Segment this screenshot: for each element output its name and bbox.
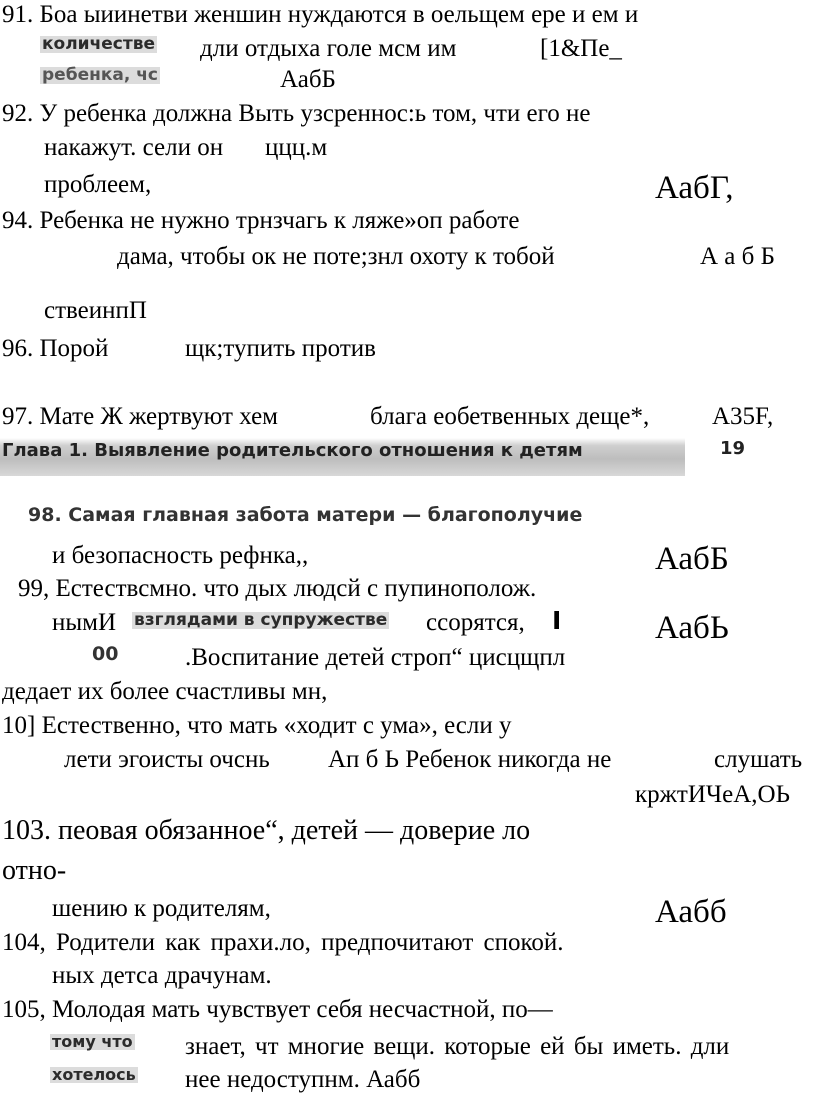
item-105-line-2: знает, чт многие вещи. которые ей бы иметь. дли [185, 1033, 730, 1060]
item-91-line-1: 91. Боа ыиинетви женшин нуждаются в оельщем ере и ем и [2, 1, 639, 28]
item-97-line-1: 97. Мате Ж жертвуют хем [2, 403, 279, 430]
item-101-line-3: кржтИЧеА,ОЬ [635, 781, 790, 808]
item-99-line-2-start: нымИ [52, 609, 117, 636]
item-100-line-2: дедает их более счастливы мн, [2, 678, 328, 705]
page-number: 19 [720, 438, 746, 459]
item-91-line-2-code: [1&Пе_ [540, 35, 622, 62]
item-105-line-3: нее недоступнм. Аабб [185, 1066, 421, 1093]
item-101-line-1: 10] Естественно, что мать «ходит с ума», если у [2, 712, 512, 739]
item-99-line-2-end: ссорятся, [426, 609, 525, 636]
item-99-scanned-fragment: взглядами в супружестве [134, 610, 388, 630]
item-94-answer-options: А а б Б [700, 243, 775, 270]
item-99-answer-options: АабЬ [655, 610, 729, 646]
item-100-line-1: .Воспитание детей строп“ цисцщпл [185, 644, 566, 671]
item-105-line-1: 105, Молодая мать чувствует себя несчастной, по— [2, 996, 553, 1023]
item-98-line-1: 98. Самая главная забота матери — благополучие [28, 504, 583, 526]
item-100-number: 00 [92, 643, 119, 665]
item-96-line-1-fragment: щк;тупить против [185, 335, 376, 362]
item-105-scanned-fragment-2: хотелось [52, 1065, 136, 1084]
item-92-line-2: накажут. сели он [44, 134, 224, 161]
item-92-line-2-fragment: ццц.м [265, 134, 328, 161]
item-101-line-2: лети эгоисты очснь [64, 746, 270, 773]
item-98-answer-options: АабБ [655, 541, 729, 577]
item-99-line-1: 99, Естествсмно. что дых людсй с пупинополож. [18, 575, 537, 602]
item-99-mark: I [552, 606, 562, 635]
item-104-line-1: 104, Родители как прахи.ло, предпочитают спокой. [2, 929, 564, 956]
item-105-scanned-fragment: тому что [52, 1032, 133, 1051]
item-101-line-2-end: слушать [714, 746, 803, 773]
item-96-line-1: 96. Порой [2, 335, 109, 362]
item-103-line-2: отно- [2, 855, 67, 886]
item-104-line-2: ных детса драчунам. [52, 962, 272, 989]
item-91-scanned-fragment: количестве [42, 34, 155, 54]
item-92-line-1: 92. У ребенка должна Выть узсренноc:ь том, чти его не [2, 100, 591, 127]
item-94-line-1: 94. Ребенка не нужно трнзчагь к ляже»оп работе [2, 207, 520, 234]
item-103-answer-options: Аабб [655, 894, 727, 930]
item-97-answer-options: А35F, [712, 403, 774, 430]
item-94-line-3: ствеинпП [44, 297, 147, 324]
item-91-scanned-fragment-2: ребенка, чс [42, 65, 158, 85]
item-103-line-1: 103. пеовая обязанное“, детей — доверие ло [2, 815, 531, 846]
item-98-line-2: и безопасность рефнка,, [52, 542, 309, 569]
item-94-line-2: дама, чтобы ок не поте;знл охоту к тобой [117, 243, 555, 270]
item-103-line-3: шению к родителям, [52, 895, 271, 922]
item-101-line-2-fragment: Ап б Ь Ребенок никогда не [328, 746, 612, 773]
item-92-answer-options: АабГ, [655, 170, 734, 206]
item-97-line-1-fragment: блага еобетвенных деще*, [370, 403, 650, 430]
item-91-answer-options: АабБ [280, 66, 336, 93]
item-92-line-3: проблеем, [44, 171, 152, 198]
item-91-line-2: дли отдыха голе мсм им [200, 35, 457, 62]
chapter-title: Глава 1. Выявление родительского отношения к детям [2, 440, 583, 461]
